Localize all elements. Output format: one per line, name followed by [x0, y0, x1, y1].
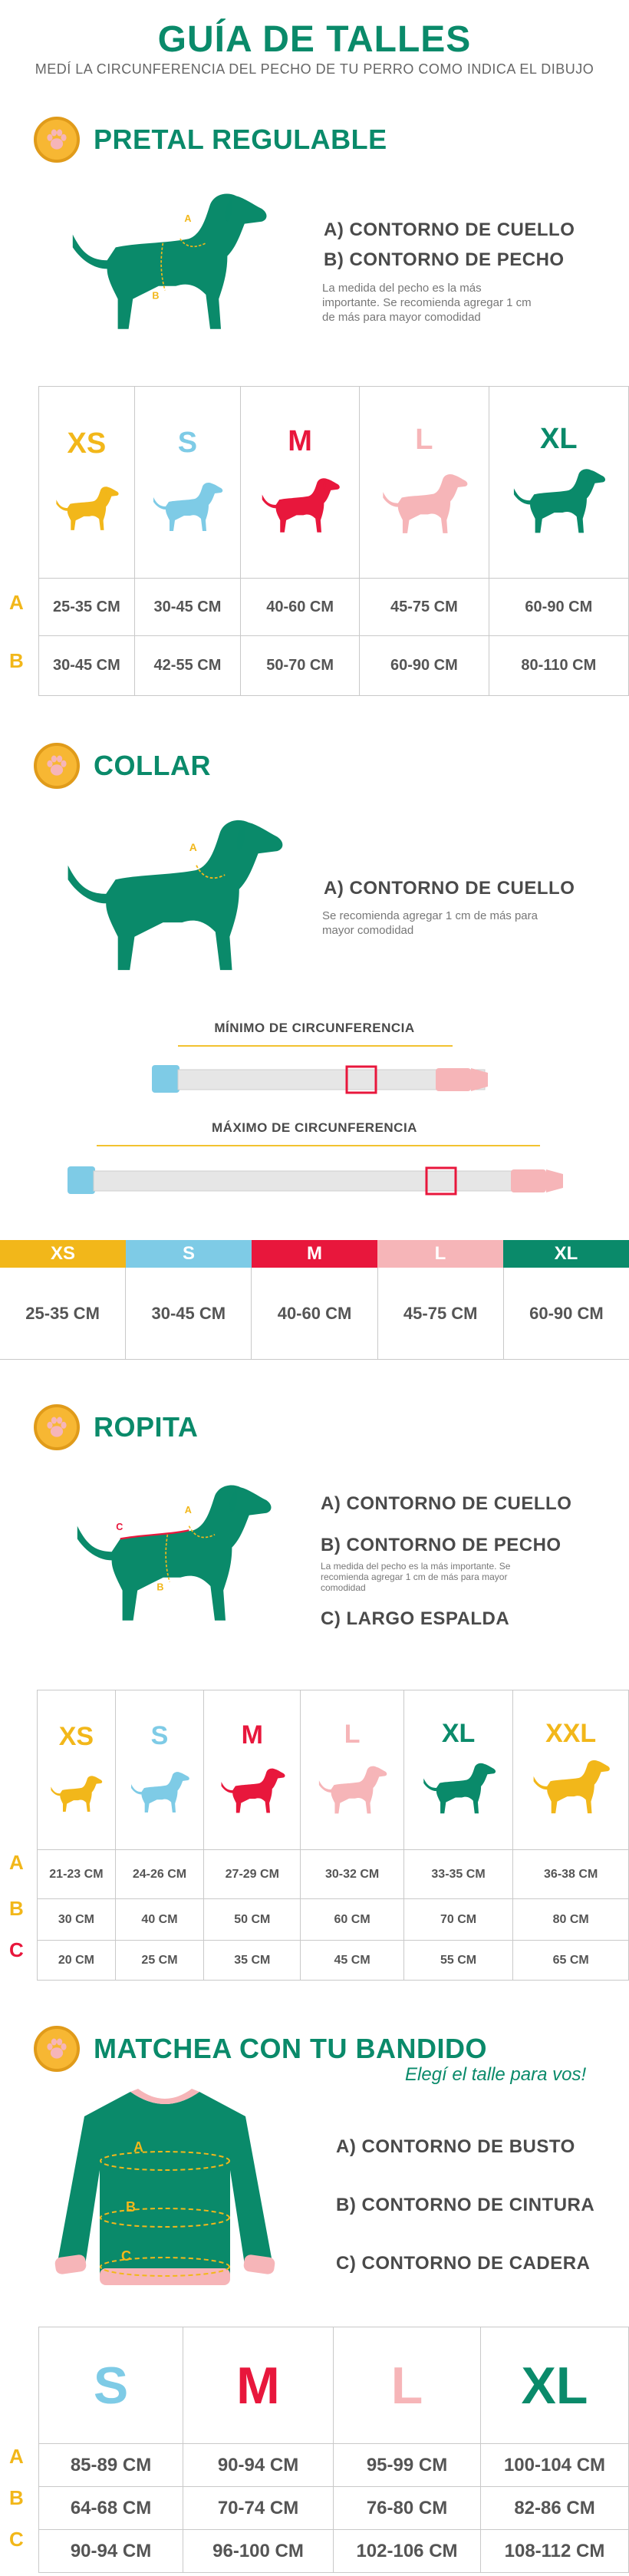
size-cell-xs: [38, 1690, 116, 1850]
cell-a-s: 24-26 CM: [115, 1850, 203, 1899]
collar-value-m: 40-60 CM: [252, 1268, 377, 1359]
cell-c-l: 45 CM: [301, 1941, 403, 1981]
row-label-a: A: [9, 1851, 24, 1874]
size-label: S: [177, 426, 198, 459]
cell-a-l: 95-99 CM: [334, 2444, 481, 2487]
sweater-icon: [54, 2086, 276, 2301]
dog-silhouette-icon: [48, 1773, 104, 1815]
cell-a-xs: 25-35 CM: [39, 579, 135, 636]
size-label: XS: [67, 427, 107, 460]
band-m: M: [252, 1240, 377, 1268]
mark-a: A: [133, 2139, 143, 2155]
collar-icon: [60, 1157, 581, 1203]
dog-silhouette-icon: [529, 1756, 613, 1818]
cell-a-s: 30-45 CM: [134, 579, 240, 636]
label-c-back: C) LARGO ESPALDA: [321, 1608, 510, 1629]
cell-a-l: 30-32 CM: [301, 1850, 403, 1899]
label-a-bust: A) CONTORNO DE BUSTO: [336, 2136, 575, 2157]
collar-value-s: 30-45 CM: [126, 1268, 252, 1359]
cell-a-s: 85-89 CM: [39, 2444, 183, 2487]
cell-b-xl: 80-110 CM: [489, 636, 628, 696]
paw-icon: [34, 2026, 80, 2072]
section-header-collar: [34, 743, 211, 789]
cell-a-m: 27-29 CM: [204, 1850, 301, 1899]
page-subtitle: MEDÍ LA CIRCUNFERENCIA DEL PECHO DE TU PERRO COMO INDICA EL DIBUJO: [35, 61, 594, 77]
size-label: S: [150, 1720, 169, 1750]
size-label: M: [236, 2356, 280, 2415]
section-header-pretal: [34, 117, 387, 163]
cell-b-xs: 30-45 CM: [39, 636, 135, 696]
min-circumference-caption: MÍNIMO DE CIRCUNFERENCIA: [214, 1021, 415, 1035]
cell-c-xl: 55 CM: [403, 1941, 513, 1981]
size-label: XL: [540, 423, 578, 455]
size-cell-l: [301, 1690, 403, 1850]
size-cell-m: [241, 387, 360, 579]
collar-size-band: [0, 1240, 629, 1268]
dog-silhouette-icon: [377, 470, 471, 538]
mark-b: B: [156, 1582, 164, 1593]
collar-icon: [144, 1056, 543, 1102]
cell-c-m: 96-100 CM: [183, 2530, 334, 2573]
size-cell-m: [204, 1690, 301, 1850]
paw-icon: [34, 117, 80, 163]
section-title-matchea: MATCHEA CON TU BANDIDO: [94, 2033, 487, 2064]
cell-b-l: 60 CM: [301, 1899, 403, 1941]
paw-icon: [34, 1404, 80, 1450]
cell-a-xl: 33-35 CM: [403, 1850, 513, 1899]
mark-a: A: [184, 213, 192, 224]
size-cell-xl: [489, 387, 628, 579]
size-cell-m: [183, 2327, 334, 2444]
cell-b-s: 40 CM: [115, 1899, 203, 1941]
row-label-c: C: [9, 2528, 24, 2551]
dog-silhouette-icon: [257, 475, 343, 536]
collar-value-xs: 25-35 CM: [0, 1268, 126, 1359]
max-circumference-caption: MÁXIMO DE CIRCUNFERENCIA: [212, 1120, 417, 1135]
mark-b: B: [126, 2199, 136, 2215]
dog-silhouette-icon: [64, 1473, 279, 1634]
cell-b-m: 70-74 CM: [183, 2487, 334, 2530]
mark-a: A: [184, 1504, 192, 1516]
matchea-size-table: [38, 2327, 629, 2573]
size-label: L: [344, 1719, 361, 1749]
size-label: XL: [521, 2356, 588, 2415]
band-l: L: [377, 1240, 503, 1268]
row-label-b: B: [9, 2486, 24, 2509]
paw-icon: [34, 743, 80, 789]
cell-b-s: 64-68 CM: [39, 2487, 183, 2530]
size-cell-s: [39, 2327, 183, 2444]
mark-c: C: [116, 1522, 123, 1533]
cell-c-xxl: 65 CM: [513, 1941, 629, 1981]
size-label: L: [415, 423, 433, 456]
size-label: M: [241, 1720, 263, 1750]
cell-c-m: 35 CM: [204, 1941, 301, 1981]
cell-b-m: 50-70 CM: [241, 636, 360, 696]
collar-note: Se recomienda agregar 1 cm de más para mayor comodidad: [322, 909, 538, 937]
cell-b-xxl: 80 CM: [513, 1899, 629, 1941]
cell-b-xs: 30 CM: [38, 1899, 116, 1941]
dog-silhouette-icon: [127, 1770, 192, 1816]
band-xl: XL: [503, 1240, 629, 1268]
collar-values-row: [0, 1268, 629, 1360]
dog-silhouette-icon: [54, 804, 291, 988]
row-label-a: A: [9, 591, 24, 614]
ropita-size-table: [37, 1690, 629, 1981]
cell-b-m: 50 CM: [204, 1899, 301, 1941]
pretal-note: La medida del pecho es la más importante. Se recomienda agregar 1 cm de más para mayor comodidad: [322, 282, 532, 324]
collar-value-xl: 60-90 CM: [529, 1303, 604, 1323]
size-label: XL: [441, 1718, 476, 1748]
cell-a-xl: 100-104 CM: [481, 2444, 629, 2487]
mark-b: B: [152, 290, 160, 302]
band-s: S: [126, 1240, 252, 1268]
dog-silhouette-icon: [419, 1760, 499, 1818]
mark-a: A: [189, 841, 197, 854]
cell-b-xl: 70 CM: [403, 1899, 513, 1941]
section-header-ropita: [34, 1404, 198, 1450]
size-label: XXL: [545, 1718, 597, 1748]
cell-b-l: 76-80 CM: [334, 2487, 481, 2530]
dog-silhouette-icon: [60, 178, 275, 347]
cell-b-s: 42-55 CM: [134, 636, 240, 696]
cell-c-xl: 108-112 CM: [481, 2530, 629, 2573]
pretal-size-table: [38, 386, 629, 696]
cell-b-xl: 82-86 CM: [481, 2487, 629, 2530]
row-label-b: B: [9, 649, 24, 672]
mark-c: C: [121, 2248, 131, 2264]
cell-a-xl: 60-90 CM: [489, 579, 628, 636]
cell-b-l: 60-90 CM: [360, 636, 489, 696]
cell-c-s: 25 CM: [115, 1941, 203, 1981]
size-cell-s: [134, 387, 240, 579]
cell-c-xs: 20 CM: [38, 1941, 116, 1981]
dog-silhouette-icon: [52, 483, 121, 534]
label-a-neck: A) CONTORNO DE CUELLO: [321, 1493, 572, 1514]
dog-silhouette-icon: [217, 1766, 288, 1816]
size-cell-l: [360, 387, 489, 579]
size-label: M: [288, 424, 312, 457]
label-a-neck: A) CONTORNO DE CUELLO: [324, 878, 575, 899]
size-cell-xl: [403, 1690, 513, 1850]
section-title-pretal: PRETAL REGULABLE: [94, 124, 387, 155]
label-b-waist: B) CONTORNO DE CINTURA: [336, 2195, 595, 2215]
cell-a-xs: 21-23 CM: [38, 1850, 116, 1899]
min-measure-line: [178, 1045, 453, 1047]
cell-a-m: 90-94 CM: [183, 2444, 334, 2487]
size-cell-s: [115, 1690, 203, 1850]
matchea-script-note: Elegí el talle para vos!: [405, 2064, 587, 2085]
row-label-a: A: [9, 2445, 24, 2468]
cell-a-m: 40-60 CM: [241, 579, 360, 636]
collar-value-l: 45-75 CM: [378, 1268, 504, 1359]
band-xs: XS: [0, 1240, 126, 1268]
section-title-ropita: ROPITA: [94, 1411, 199, 1443]
section-title-collar: COLLAR: [94, 750, 211, 781]
max-measure-line: [97, 1145, 540, 1146]
cell-c-s: 90-94 CM: [39, 2530, 183, 2573]
size-cell-xl: [481, 2327, 629, 2444]
cell-a-xxl: 36-38 CM: [513, 1850, 629, 1899]
dog-silhouette-icon: [314, 1763, 390, 1817]
label-b-chest: B) CONTORNO DE PECHO: [321, 1535, 561, 1555]
ropita-note: La medida del pecho es la más importante. Se recomienda agregar 1 cm de más para mayor comodidad: [321, 1561, 511, 1593]
size-cell-xxl: [513, 1690, 629, 1850]
row-label-c: C: [9, 1938, 24, 1961]
size-label: S: [93, 2356, 129, 2415]
dog-silhouette-icon: [149, 480, 226, 535]
cell-a-l: 45-75 CM: [360, 579, 489, 636]
row-label-b: B: [9, 1897, 24, 1920]
size-cell-xs: [39, 387, 135, 579]
label-c-hip: C) CONTORNO DE CADERA: [336, 2253, 591, 2274]
size-label: L: [390, 2356, 423, 2415]
size-cell-l: [334, 2327, 481, 2444]
label-b-chest: B) CONTORNO DE PECHO: [324, 249, 565, 270]
dog-silhouette-icon: [508, 465, 609, 538]
cell-c-l: 102-106 CM: [334, 2530, 481, 2573]
label-a-neck: A) CONTORNO DE CUELLO: [324, 219, 575, 240]
size-label: XS: [58, 1721, 94, 1751]
page-title: GUÍA DE TALLES: [157, 19, 472, 60]
